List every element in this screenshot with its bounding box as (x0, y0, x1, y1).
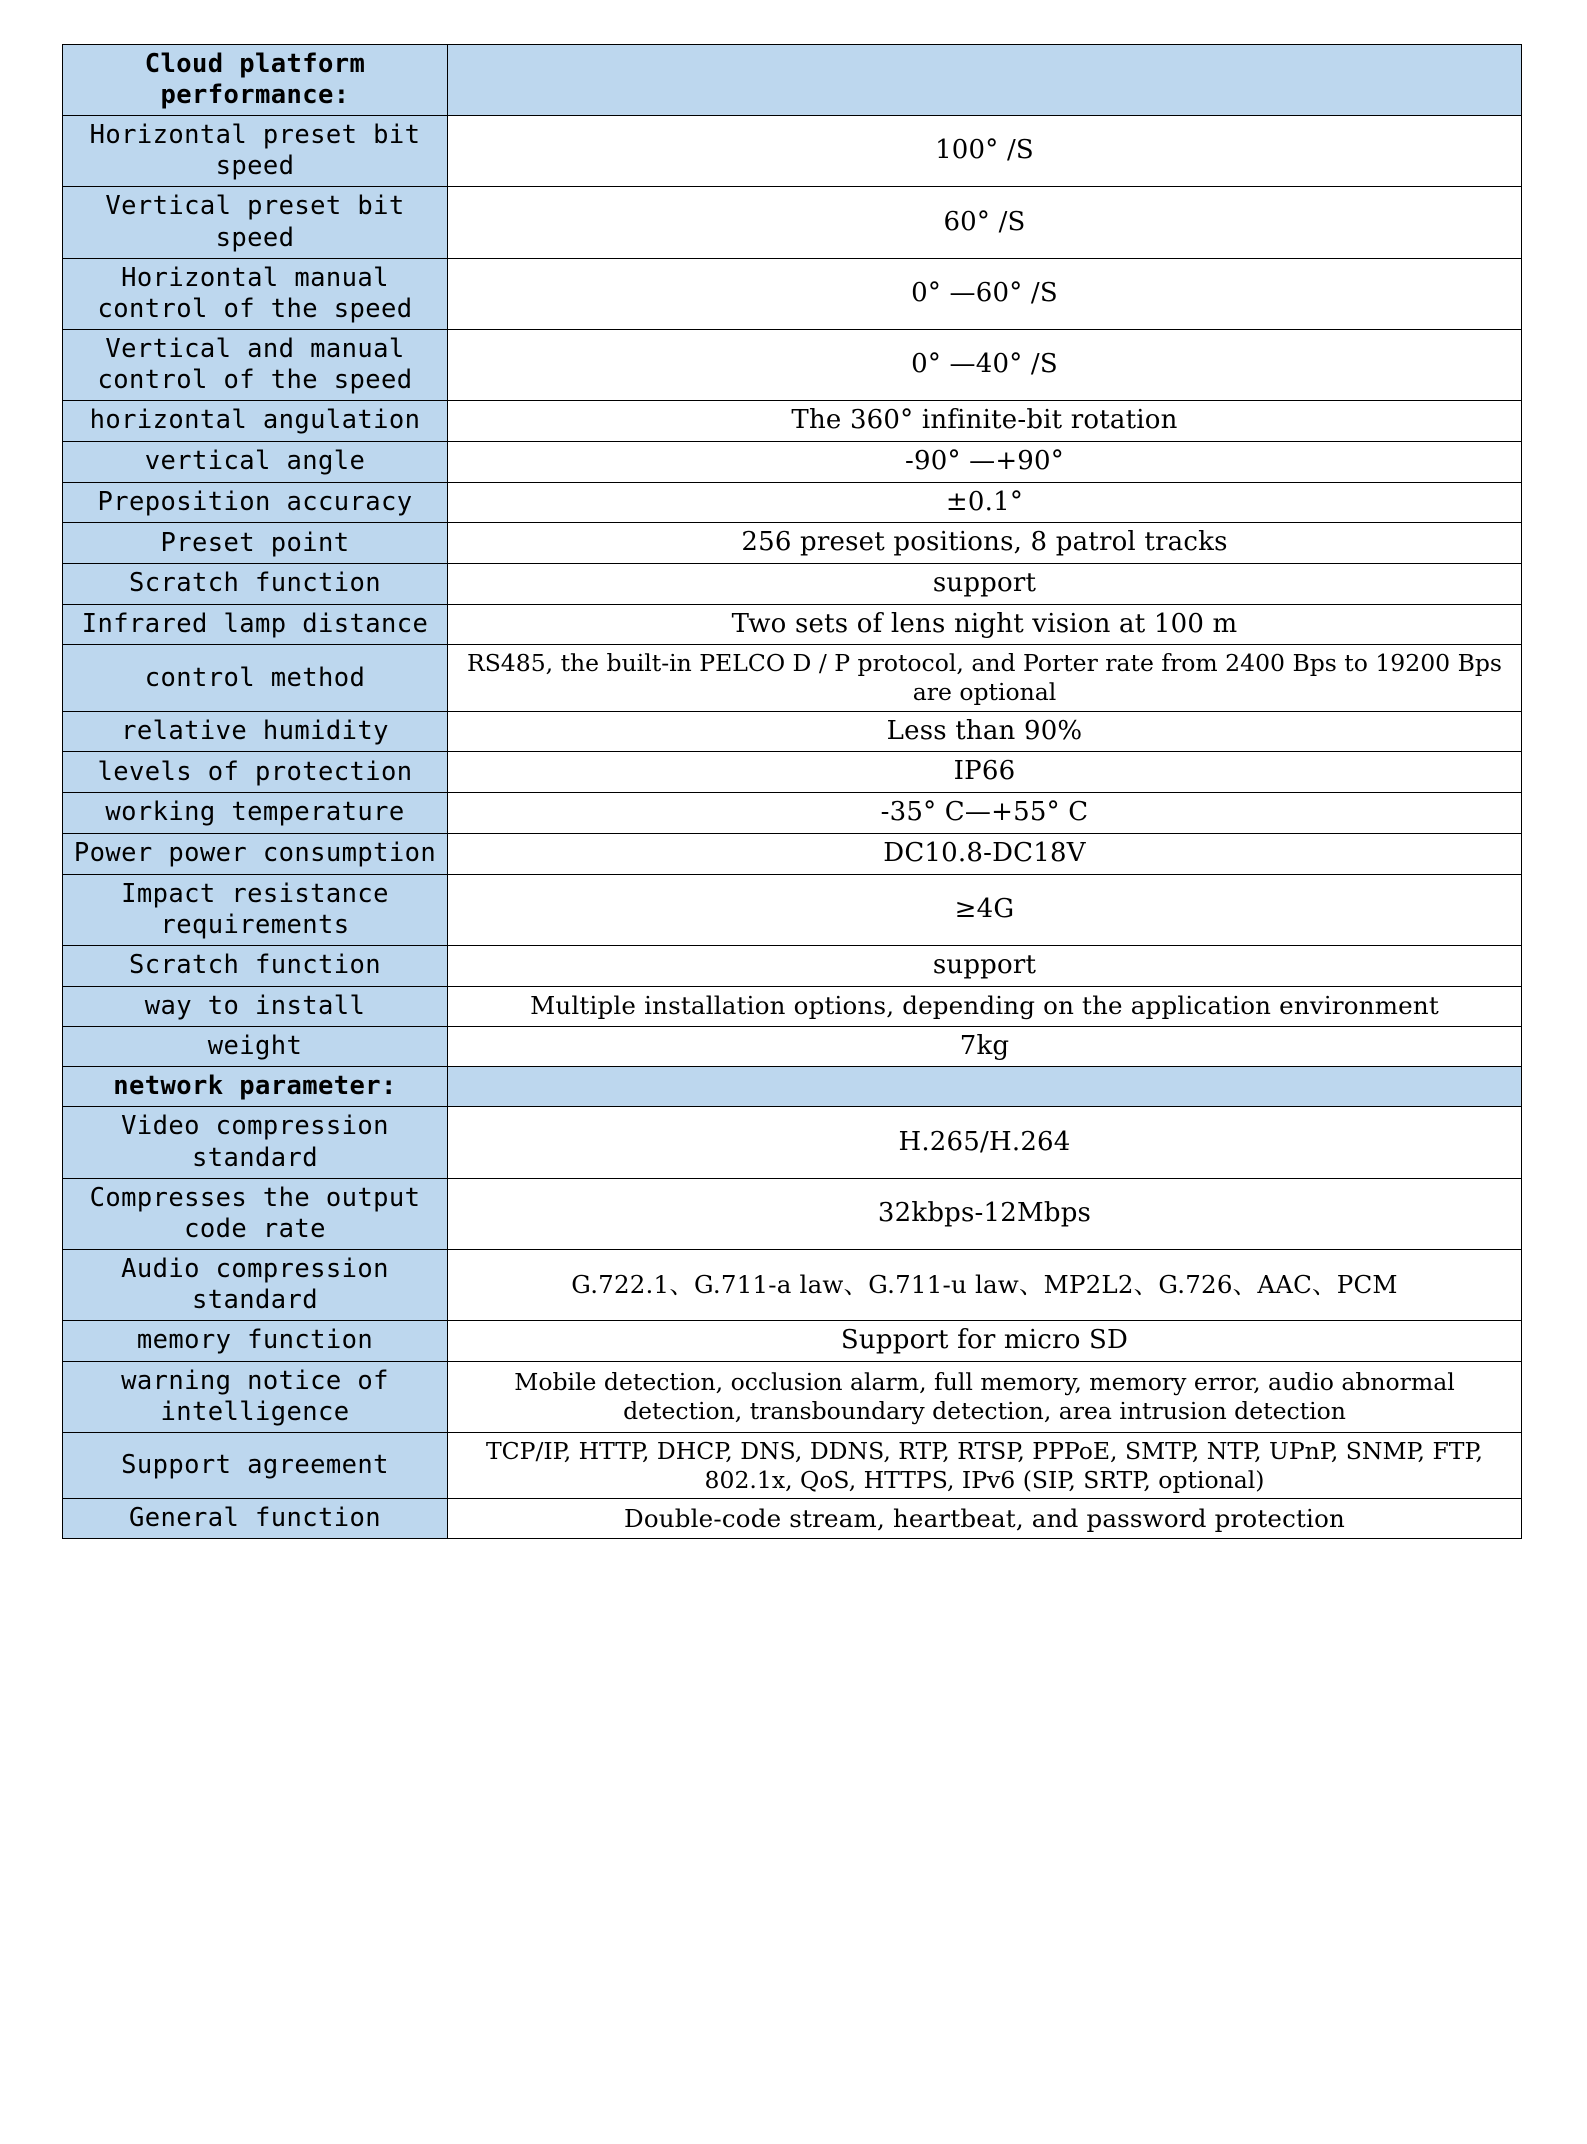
spec-label: Preset point (63, 523, 448, 564)
table-row (63, 604, 1522, 645)
spec-label: Vertical preset bit speed (63, 187, 448, 258)
spec-value: -35° C—+55° C (448, 793, 1522, 834)
spec-label: Vertical and manual control of the speed (63, 329, 448, 400)
spec-label: Support agreement (63, 1433, 448, 1499)
spec-label: Horizontal preset bit speed (63, 116, 448, 187)
table-row (63, 945, 1522, 986)
spec-label: Scratch function (63, 563, 448, 604)
spec-value: Multiple installation options, depending on the application environment (448, 986, 1522, 1026)
table-row (63, 45, 1522, 116)
table-row (63, 1499, 1522, 1539)
spec-value: 7kg (448, 1026, 1522, 1067)
specification-table-body (63, 45, 1522, 1539)
table-row (63, 187, 1522, 258)
spec-label: Audio compression standard (63, 1249, 448, 1320)
table-row (63, 1107, 1522, 1178)
table-row (63, 329, 1522, 400)
spec-label: Compresses the output code rate (63, 1178, 448, 1249)
spec-label: warning notice of intelligence (63, 1361, 448, 1432)
table-row (63, 1026, 1522, 1067)
table-row (63, 401, 1522, 442)
spec-label: Power power consumption (63, 833, 448, 874)
table-row (63, 563, 1522, 604)
spec-label: Infrared lamp distance (63, 604, 448, 645)
spec-label: memory function (63, 1321, 448, 1362)
section-header-label: network parameter: (63, 1067, 448, 1107)
table-row (63, 833, 1522, 874)
table-row (63, 116, 1522, 187)
spec-value: IP66 (448, 752, 1522, 793)
table-row (63, 1433, 1522, 1499)
spec-value: 32kbps-12Mbps (448, 1178, 1522, 1249)
table-row (63, 1361, 1522, 1432)
spec-label: Impact resistance requirements (63, 874, 448, 945)
spec-label: vertical angle (63, 441, 448, 482)
spec-label: way to install (63, 986, 448, 1026)
section-header-label: Cloud platform performance: (63, 45, 448, 116)
spec-label: levels of protection (63, 752, 448, 793)
table-row (63, 523, 1522, 564)
spec-value: 0° —40° /S (448, 329, 1522, 400)
spec-value-empty (448, 1067, 1522, 1107)
spec-value: 60° /S (448, 187, 1522, 258)
table-row (63, 752, 1522, 793)
spec-value: ±0.1° (448, 482, 1522, 523)
table-row (63, 441, 1522, 482)
spec-label: working temperature (63, 793, 448, 834)
table-row (63, 793, 1522, 834)
spec-value: -90° —+90° (448, 441, 1522, 482)
spec-label: weight (63, 1026, 448, 1067)
spec-value: RS485, the built-in PELCO D / P protocol, and Porter rate from 2400 Bps to 19200 Bps are optional (448, 645, 1522, 711)
table-row (63, 986, 1522, 1026)
spec-value: support (448, 563, 1522, 604)
table-row (63, 874, 1522, 945)
spec-value: DC10.8-DC18V (448, 833, 1522, 874)
spec-value: ≥4G (448, 874, 1522, 945)
spec-value: The 360° infinite-bit rotation (448, 401, 1522, 442)
table-row (63, 711, 1522, 752)
spec-value: support (448, 945, 1522, 986)
table-row (63, 482, 1522, 523)
table-row (63, 1321, 1522, 1362)
table-row (63, 1178, 1522, 1249)
spec-label: Preposition accuracy (63, 482, 448, 523)
spec-value-empty (448, 45, 1522, 116)
spec-value: H.265/H.264 (448, 1107, 1522, 1178)
spec-value: Mobile detection, occlusion alarm, full memory, memory error, audio abnormal detection, transboundary detection, area intrusion detection (448, 1361, 1522, 1432)
spec-value: Support for micro SD (448, 1321, 1522, 1362)
table-row (63, 645, 1522, 711)
spec-value: 0° —60° /S (448, 258, 1522, 329)
table-row (63, 1249, 1522, 1320)
spec-value: TCP/IP, HTTP, DHCP, DNS, DDNS, RTP, RTSP, PPPoE, SMTP, NTP, UPnP, SNMP, FTP, 802.1x, QoS, HTTPS, IPv6 (SIP, SRTP, optional) (448, 1433, 1522, 1499)
spec-value: Double-code stream, heartbeat, and password protection (448, 1499, 1522, 1539)
specification-table (62, 44, 1522, 1539)
spec-value: 100° /S (448, 116, 1522, 187)
spec-label: horizontal angulation (63, 401, 448, 442)
spec-value: 256 preset positions, 8 patrol tracks (448, 523, 1522, 564)
spec-label: control method (63, 645, 448, 711)
spec-label: Scratch function (63, 945, 448, 986)
spec-label: Video compression standard (63, 1107, 448, 1178)
table-row (63, 258, 1522, 329)
spec-label: General function (63, 1499, 448, 1539)
spec-value: Two sets of lens night vision at 100 m (448, 604, 1522, 645)
spec-label: Horizontal manual control of the speed (63, 258, 448, 329)
spec-value: G.722.1、G.711-a law、G.711-u law、MP2L2、G.726、AAC、PCM (448, 1249, 1522, 1320)
spec-label: relative humidity (63, 711, 448, 752)
table-row (63, 1067, 1522, 1107)
spec-value: Less than 90% (448, 711, 1522, 752)
